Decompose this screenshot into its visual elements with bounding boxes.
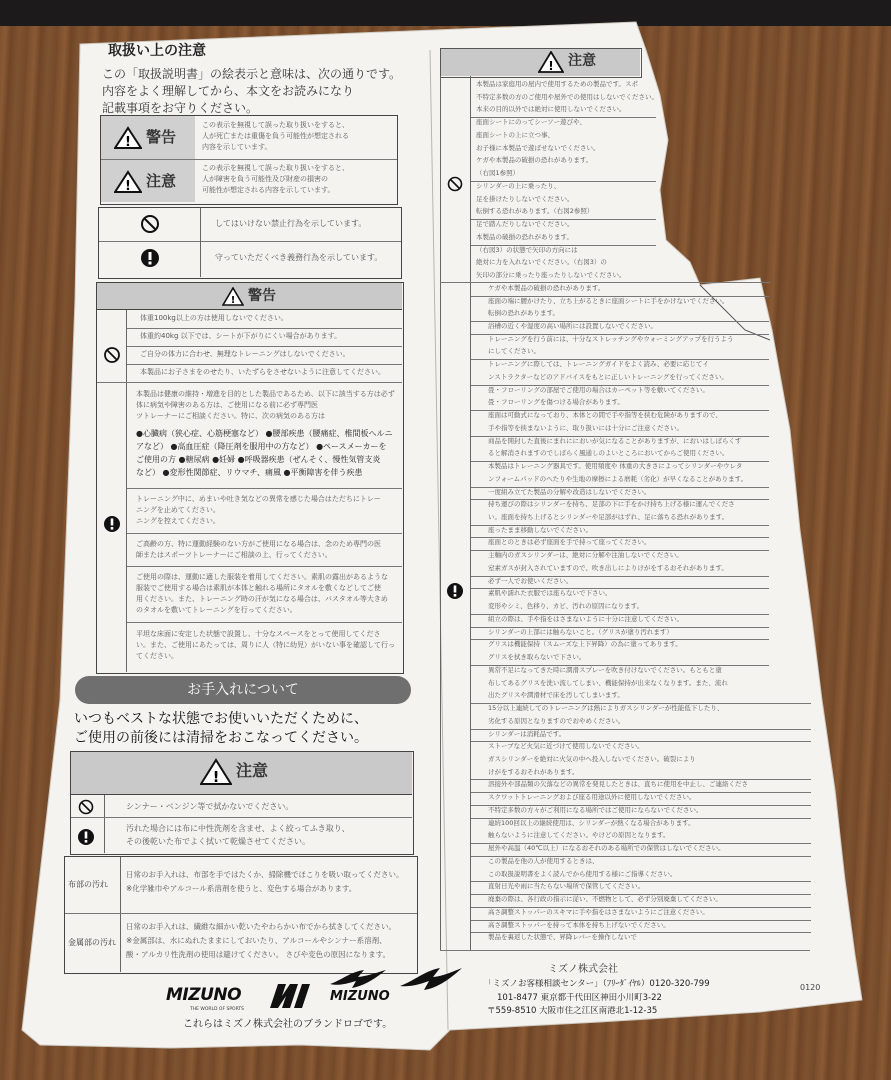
caution-row: 必ず一人でお使いください。 [488, 576, 573, 585]
address-tokyo: 101-8477 東京都千代田区神田小川町3-22 [497, 993, 662, 1003]
divider [120, 857, 121, 972]
caution-row: シリンダーは消耗品です。 [488, 729, 566, 738]
divider [71, 817, 412, 818]
caution-row: 足で踏んだりしないでください。 [476, 220, 574, 229]
mandatory-icon [446, 582, 464, 600]
caution-desc-1: この表示を無視して誤った取り扱いをすると、 [202, 164, 349, 172]
caution-row: 廃棄の際は、各行政の指示に従い、不燃物として、必ず分別廃棄してください。 [488, 895, 722, 904]
caution-row: ケガや本製品の破損の恐れがあります。 [476, 156, 593, 165]
caution-row: ストーブなど火気に近づけて使用しないでください。 [488, 742, 644, 751]
caution-row: スクワットトレーニングおよび座る用途以外に使用しないでください。 [488, 793, 696, 802]
metal-label: 金属部の汚れ [68, 938, 116, 947]
warning-row: てください。 [136, 652, 178, 660]
warning-row: 師またはスポーツトレーナーにご相談の上、行ってください。 [136, 551, 332, 559]
caution-row: 座面は可動式になっており、本体との間で手や指等を挟む危険がありますので、 [488, 411, 722, 420]
svg-text:!: ! [230, 295, 236, 306]
divider [471, 588, 769, 589]
caution-row: 主軸内のガスシリンダーは、絶対に分解や注油しないでください。 [488, 551, 683, 560]
divider [97, 382, 402, 383]
caution-row: 本製品は家庭用の屋内で使用するための製品です。スポ [476, 80, 638, 88]
divider [471, 334, 769, 335]
mandatory-icon [77, 828, 95, 846]
divider [471, 321, 769, 322]
divider [471, 779, 811, 780]
caution-row: 本来の目的以外では絶対に使用しないでください。 [476, 105, 626, 114]
divider [471, 245, 656, 246]
divider [471, 499, 769, 500]
caution-row: 15分以上連続してのトレーニングは熱によりガスシリンダーが性能低下したり、 [488, 704, 724, 713]
warning-table-title: 警告 [248, 288, 276, 304]
divider [127, 364, 402, 365]
caution-row: にしてください。 [488, 347, 540, 356]
caution-row: 持ち運びの際はシリンダーを持ち、足部の下に手をかけ持ち上げる様に運んでくださ [488, 500, 735, 509]
divider [471, 792, 811, 793]
caution-row: 変形やシミ、色移り、カビ、汚れの原因になります。 [488, 602, 644, 611]
divider [471, 729, 811, 730]
caution-row: 屋外や高温（40℃以上）になるおそれのある場所での保管はしないでください。 [488, 844, 725, 853]
divider [101, 159, 397, 160]
caution-row: お子様に本製品で遊ばせないでください。 [476, 143, 600, 152]
warning-row: ご自分の体力に合わせ、無理なトレーニングはしないでください。 [140, 350, 350, 358]
page-title: 取扱い上の注意 [108, 43, 206, 59]
warning-row: トレーニング中に、めまいや吐き気などの異常を感じた場合はただちにトレー [136, 495, 381, 503]
divider [471, 296, 769, 297]
warning-row: い。また、ご使用にあたっては、周りに人（特に幼児）がいない事を確認して行っ [136, 641, 395, 649]
divider [471, 436, 769, 437]
warning-row: 平坦な床面に安定した状態で設置し、十分なスペースをとって使用してくださ [136, 630, 381, 638]
warning-row: アなど） ●高血圧症（降圧剤を服用中の方など） ●ペースメーカーを [136, 442, 387, 451]
divider [471, 703, 811, 704]
caution-row: ガスシリンダーを絶対に火気の中へ投入しないでください。破裂により [488, 754, 696, 763]
mizuno-m-logo-icon [268, 982, 312, 1010]
caution-desc-3: 可能性が想定される内容を示しています。 [202, 186, 335, 194]
caution-row: 窒素ガスが封入されていますので、吹き出しによりけがをするおそれがあります。 [488, 563, 728, 572]
doc-code: 0120 [800, 983, 821, 992]
warning-row: 体重約40kg 以下では、シートが下がりにくい場合があります。 [140, 332, 342, 340]
caution-row: 座面シートにのってシーソー遊びや、 [476, 118, 587, 127]
divider [127, 566, 402, 567]
caution-row: 溶接外や部品類の欠落などの異常を発見したときは、直ちに使用を中止し、ご連絡くださ [488, 780, 748, 789]
caution-triangle-icon [200, 758, 232, 786]
company-name: ミズノ株式会社 [548, 964, 618, 975]
caution-row: ケガや本製品の破損の恐れがあります。 [488, 283, 605, 292]
runbird-logo-icon [398, 966, 464, 992]
divider [127, 622, 402, 623]
caution-row: ンフォームパッドのへたりや生地の摩擦による磨耗（劣化）が早くなることがあります。 [488, 474, 748, 483]
warning-row: 体に病気や障害のある方は、ご使用になる前に必ず専門医 [136, 401, 318, 409]
mizuno-runbird-logo-text: MIZUNO [330, 989, 390, 1004]
svg-text:!: ! [212, 768, 220, 786]
runbird-logo-icon [328, 968, 388, 990]
prohibited-icon [140, 214, 160, 234]
warning-row: ご高齢の方、特に運動経験のない方がご使用になる場合は、念のため専門の医 [136, 540, 381, 548]
divider [471, 894, 811, 895]
metal-text: 酸・アルカリ性洗剤の使用は避けてください。 さびや変色の原因になります。 [126, 950, 390, 959]
caution-row: 一度組み立てた製品の分解や改造はしないでください。 [488, 487, 651, 496]
metal-text: ※金属部は、水にぬれたままにしておいたり、アルコールやシンナー系溶剤、 [126, 936, 387, 945]
caution-row: トレーニングを行う前には、十分なストレッチングやウォーミングアップを行うよう [488, 334, 734, 343]
caution-row: ンストラクターなどのアドバイスをもとに正しいトレーニングを行ってください。 [488, 372, 728, 381]
caution-row: けがをするおそれがあります。 [488, 767, 579, 776]
caution-row: シリンダーの上に乗ったり、 [476, 181, 561, 190]
divider [471, 818, 811, 819]
prohibited-icon [78, 799, 94, 815]
fabric-text: 日常のお手入れは、布部を手ではたくか、掃除機でほこりを吸い取ってください。 [126, 870, 404, 879]
prohibit-desc: してはいけない禁止行為を示しています。 [215, 219, 367, 228]
caution-row: 矢印の部分に乗ったり座ったりしないでください。 [476, 271, 626, 280]
fabric-label: 布部の汚れ [68, 880, 108, 889]
metal-text: 日常のお手入れは、繊維な細かい乾いたやわらかい布でから拭きしてください。 [126, 922, 396, 931]
warning-desc-1: この表示を無視して誤った取り扱いをすると、 [202, 121, 349, 129]
caution-row: 触らないように注意してください。やけどの原因となります。 [488, 831, 670, 840]
divider [471, 576, 769, 577]
care-subtitle-2: ご使用の前後には清掃をおこなってください。 [74, 730, 368, 746]
warning-triangle-icon [222, 287, 244, 306]
warning-row: ●心臓病（狭心症、心筋梗塞など） ●腰部疾患（腰痛症、椎間板ヘルニ [136, 429, 393, 438]
prohibited-icon [103, 346, 121, 364]
care-caution-row: その後乾いた布でよく拭いて乾燥させてください。 [126, 837, 310, 846]
caution-row: 浴槽の近くや湿度の高い場所には設置しないでください。 [488, 321, 657, 330]
warning-triangle-icon [114, 126, 142, 150]
warning-row: 本製品は健康の維持・増進を目的とした製品であるため、以下に該当する方は必ず [136, 390, 395, 398]
divider [471, 627, 769, 628]
divider [471, 550, 769, 551]
caution-row: 本製品はトレーニング器具です。使用頻度や 体重の大きさによってシリンダーやウレタ [488, 462, 743, 471]
right-caution-title: 注意 [568, 53, 596, 69]
warning-desc-2: 人が死亡または重傷を負う可能性が想定される [202, 132, 349, 140]
divider [471, 920, 811, 921]
intro-line-2: 内容をよく理解してから、本文をお読みになり [102, 84, 355, 98]
divider [471, 537, 769, 538]
caution-row: 組立の際は、手や指をはさまないように十分に注意してください。 [488, 614, 683, 623]
warning-desc-3: 内容を示しています。 [202, 143, 272, 151]
caution-row: 直射日光や雨に当たらない場所で保管してください。 [488, 882, 644, 891]
caution-row: ると解消されますのでしばらく風通しのよいところにおいてからご使用ください。 [488, 449, 729, 458]
caution-row: 異常不足になってきた時に潤滑スプレーを吹き付けないでください。もともと塗 [488, 665, 722, 674]
divider [471, 219, 656, 220]
caution-row: グリスは機能保持（スムーズな上下昇降）の為に塗ってあります。 [488, 640, 682, 649]
divider [127, 533, 402, 534]
divider [471, 805, 811, 806]
caution-row: 足を掛けたりしないでください。 [476, 194, 574, 203]
address-osaka: 〒559-8510 大阪市住之江区南港北1-12-35 [487, 1006, 658, 1016]
support-line: 「ミズノお客様相談センター」（ﾌﾘｰﾀﾞｲﾔﾙ）0120-320-799 [484, 979, 710, 989]
fabric-text: ※化学雑巾やアルコール系溶剤を使うと、変色する場合があります。 [126, 884, 357, 893]
caution-row: 転倒する恐れがあります。（右図2参照） [476, 207, 594, 216]
caution-row: トレーニングに際しては、トレーニングガイドをよく読み、必要に応じてイ [488, 360, 709, 369]
caution-row: 畳・フローリングを傷つける場合があります。 [488, 398, 624, 407]
care-caution-row: 汚れた場合には布に中性洗剤を含ませ、よく絞ってふき取り、 [126, 824, 350, 833]
divider [471, 639, 769, 640]
divider [104, 795, 105, 853]
divider [471, 907, 811, 908]
divider [471, 881, 811, 882]
caution-row: 畳・フローリングの部屋でご使用の場合はカーペット等を敷いてください。 [488, 385, 709, 394]
caution-row: 本製品の破損の恐れがあります。 [476, 232, 573, 241]
brand-footer: これらはミズノ株式会社のブランドロゴです。 [183, 1019, 393, 1030]
caution-row: 不特定多数の方々がご利用になる場所ではご使用にならないでください。 [488, 805, 703, 814]
divider [440, 950, 810, 951]
caution-row: 手や指等を挟まないように、取り扱いには十分にご注意ください。 [488, 423, 683, 432]
warning-row: ご使用の方 ●糖尿病 ●妊婦 ●呼吸器疾患（ぜんそく、慢性気管支炎 [136, 455, 381, 464]
svg-text:!: ! [125, 179, 131, 194]
caution-row: （右図1参照） [476, 169, 520, 178]
caution-row: 劣化する原因となりますのでおやめください。 [488, 716, 625, 725]
mizuno-wordmark-logo: MIZUNO [166, 985, 242, 1005]
caution-row: グリスを拭き取らないで下さい。 [488, 653, 586, 662]
warning-row: 本製品にお子さまをのせたり、いたずらをさせないように注意してください。 [140, 368, 385, 376]
divider [471, 843, 811, 844]
caution-desc-2: 人が障害を負う可能性及び財産の損害の [202, 175, 328, 183]
warning-row: のタオルを敷いてトレーニングを行ってください。 [136, 606, 297, 614]
care-banner-title: お手入れについて [187, 682, 299, 698]
caution-row: 連続100回以上の継続使用は、シリンダーが熱くなる場合があります。 [488, 818, 695, 827]
divider [471, 410, 769, 411]
logo-tagline: THE WORLD OF SPORTS [190, 1007, 245, 1012]
intro-line-1: この「取扱説明書」の絵表示と意味は、次の通りです。 [102, 67, 402, 81]
caution-row: 転倒の恐れがあります。 [488, 309, 559, 318]
caution-row: 絶対に力を入れないでください。（右図3）の [476, 258, 607, 267]
mandatory-icon [140, 248, 160, 268]
divider [471, 932, 811, 933]
caution-row: 高さ調整ストッパーのスキマに手や指をはさまないようにご注意ください。 [488, 907, 709, 916]
divider [471, 614, 769, 615]
caution-row: 出たグリスや潤滑材で床を汚してしまいます。 [488, 691, 624, 700]
caution-triangle-icon [538, 51, 564, 73]
intro-line-3: 記載事項をお守りください。 [102, 101, 259, 115]
care-subtitle-1: いつもベストな状態でお使いいただくために、 [74, 711, 368, 727]
divider [471, 117, 656, 118]
caution-triangle-icon [114, 170, 142, 194]
svg-text:!: ! [548, 59, 554, 73]
divider [200, 208, 201, 277]
divider [471, 487, 769, 488]
divider [471, 385, 769, 386]
caution-row: 高さ調整ストッパーを持って本体を持ち上げないでください。 [488, 920, 670, 929]
svg-text:!: ! [125, 135, 131, 150]
warning-row: ツトレーナーにご相談ください。特に、次の病気のある方は [136, 412, 325, 420]
caution-row: 座面の端に腰かけたり、立ち上がるときに座面シートに手をかけないでください。 [488, 296, 729, 305]
warning-row: 用ください。また、トレーニング時の汗が気になる場合は、バスタオル等大きめ [136, 595, 388, 603]
caution-label: 注意 [146, 172, 177, 190]
divider [440, 76, 441, 950]
divider [470, 76, 471, 950]
prohibited-icon [447, 176, 463, 192]
caution-row: い。座面を持ち上げるとシリンダーや足部がはずれ、足に落ちる恐れがあります。 [488, 513, 729, 521]
warning-row: 服装でご使用する場合は素肌が本体と触れる場所にタオルを敷くなどしてご使 [136, 584, 381, 592]
divider [471, 741, 811, 742]
divider [65, 913, 417, 914]
divider [471, 359, 769, 360]
care-caution-row: シンナー・ベンジン等で拭かないでください。 [126, 802, 294, 811]
caution-row: この取扱説明書をよく読んでから使用する様にご指導ください。 [488, 869, 677, 878]
warning-row: 体重100kg以上の方は使用しないでください。 [140, 314, 288, 322]
caution-row: 素肌や濡れた衣服では座らないで下さい。 [488, 589, 612, 598]
caution-row: シリンダーの上部には触らないこと。（グリスが塗り汚れます） [488, 627, 673, 636]
caution-row: 製品を裏返した状態で、昇降レバーを操作しないで [488, 933, 637, 942]
caution-row: 商品を開封した直後にまれににおいが気になることがありますが、においはしばらくす [488, 436, 742, 445]
divider [471, 181, 656, 182]
divider [99, 241, 401, 242]
divider [127, 328, 402, 329]
mandatory-desc: 守っていただくべき義務行為を示しています。 [215, 253, 383, 262]
caution-row: 布してあるグリスを洗い流してしまい、機能保持が出来なくなります。また、流れ [488, 678, 728, 687]
warning-row: ニングを控えてください。 [136, 517, 220, 525]
warning-row: ニングを止めてください。 [136, 506, 220, 514]
caution-row: 座面とのときは必ず座面を手で持って座ってください。 [488, 538, 651, 547]
caution-row: 座面シートの上に立つ事、 [476, 130, 554, 139]
divider [471, 525, 769, 526]
warning-row: など） ●変形性関節症、リウマチ、痛風 ●平衡障害を伴う疾患 [136, 468, 363, 477]
divider [471, 461, 769, 462]
divider [471, 665, 769, 666]
divider [471, 856, 811, 857]
warning-label: 警告 [146, 128, 177, 146]
caution-row: 座ったまま移動しないでください。 [488, 525, 592, 534]
caution-row: （右図3）の状態で矢印の方向には [476, 245, 578, 254]
warning-row: ご使用の際は、運動に適した服装を着用してください。素肌の露出があるような [136, 573, 388, 581]
caution-row: この製品を他の人が使用するときは、 [488, 856, 599, 865]
caution-row: 不特定多数の方のご使用や屋外での使用はしないでください。 [476, 92, 658, 101]
divider [127, 346, 402, 347]
divider [127, 488, 402, 489]
care-caution-title: 注意 [236, 761, 269, 780]
mandatory-icon [103, 515, 121, 533]
